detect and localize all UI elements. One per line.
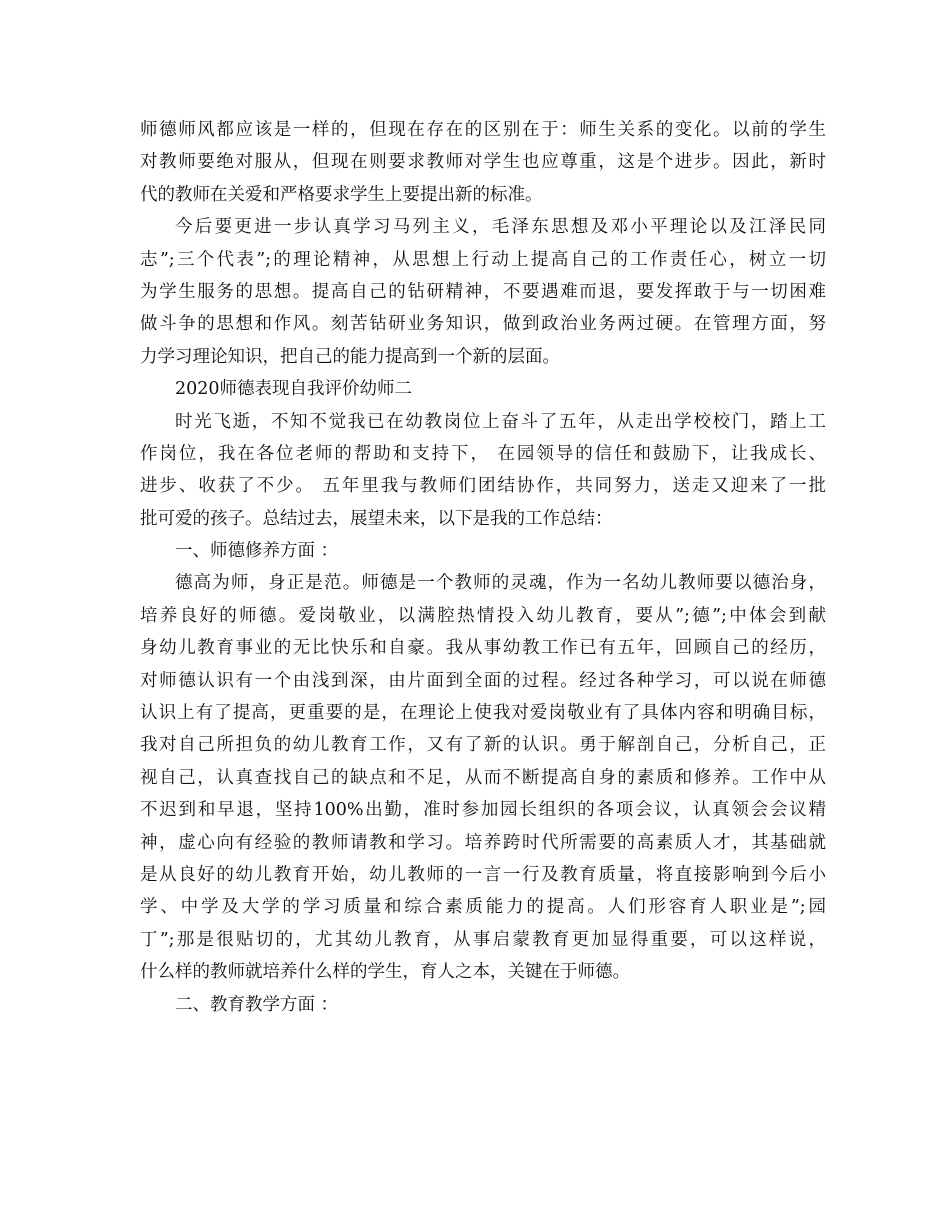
text-line: 做斗争的思想和作风。刻苦钻研业务知识，做到政治业务两过硬。在管理方面，努 bbox=[140, 314, 826, 335]
text-line: 对教师要绝对服从，但现在则要求教师对学生也应尊重，这是个进步。因此，新时 bbox=[140, 152, 826, 173]
text-line: 批可爱的孩子。总结过去，展望未来，以下是我的工作总结： bbox=[140, 508, 613, 529]
text-line: 二、教育教学方面 ： bbox=[175, 994, 339, 1015]
text-line: 对师德认识有一个由浅到深，由片面到全面的过程。经过各种学习，可以说在师德 bbox=[140, 670, 826, 691]
text-line: 身幼儿教育事业的无比快乐和自豪。我从事幼教工作已有五年，回顾自己的经历， bbox=[140, 638, 826, 659]
text-line: 2020师德表现自我评价幼师二 bbox=[175, 379, 413, 400]
text-line: 今后要更进一步认真学习马列主义，毛泽东思想及邓小平理论以及江泽民同 bbox=[175, 217, 826, 238]
text-line: 进步、收获了不少。 五年里我与教师们团结协作，共同努力，送走又迎来了一批 bbox=[140, 476, 826, 497]
text-line: 丁”;那是很贴切的，尤其幼儿教育，从事启蒙教育更加显得重要，可以这样说， bbox=[140, 929, 826, 950]
text-line: 代的教师在关爱和严格要求学生上要提出新的标准。 bbox=[140, 184, 543, 205]
text-line: 力学习理论知识，把自己的能力提高到一个新的层面。 bbox=[140, 346, 560, 367]
text-line: 是从良好的幼儿教育开始，幼儿教师的一言一行及教育质量，将直接影响到今后小 bbox=[140, 864, 826, 885]
text-line: 培养良好的师德。爱岗敬业，以满腔热情投入幼儿教育，要从”;德”;中体会到献 bbox=[140, 605, 826, 626]
text-line: 认识上有了提高，更重要的是，在理论上使我对爱岗敬业有了具体内容和明确目标， bbox=[140, 703, 826, 724]
text-line: 学、中学及大学的学习质量和综合素质能力的提高。人们形容育人职业是”;园 bbox=[140, 897, 826, 918]
text-line: 志”;三个代表”;的理论精神，从思想上行动上提高自己的工作责任心，树立一切 bbox=[140, 249, 826, 270]
text-line: 师德师风都应该是一样的，但现在存在的区别在于：师生关系的变化。以前的学生 bbox=[140, 120, 826, 140]
text-line: 神，虚心向有经验的教师请教和学习。培养跨时代所需要的高素质人才，其基础就 bbox=[140, 832, 826, 853]
text-line: 为学生服务的思想。提高自己的钻研精神，不要遇难而退，要发挥敢于与一切困难 bbox=[140, 281, 826, 302]
text-line: 作岗位，我在各位老师的帮助和支持下， 在园领导的信任和鼓励下，让我成长、 bbox=[140, 443, 826, 464]
text-line: 什么样的教师就培养什么样的学生，育人之本，关键在于师德。 bbox=[140, 962, 630, 983]
text-line: 我对自己所担负的幼儿教育工作，又有了新的认识。勇于解剖自己，分析自己，正 bbox=[140, 735, 826, 756]
text-line: 视自己，认真查找自己的缺点和不足，从而不断提高自身的素质和修养。工作中从 bbox=[140, 767, 826, 788]
text-line: 德高为师，身正是范。师德是一个教师的灵魂，作为一名幼儿教师要以德治身， bbox=[175, 573, 826, 594]
text-line: 不迟到和早退，坚持100%出勤，准时参加园长组织的各项会议，认真领会会议精 bbox=[140, 800, 826, 821]
text-line: 一、师德修养方面 ： bbox=[175, 541, 339, 562]
document-body bbox=[140, 114, 826, 1021]
text-line: 时光飞逝，不知不觉我已在幼教岗位上奋斗了五年，从走出学校校门，踏上工 bbox=[175, 411, 826, 432]
